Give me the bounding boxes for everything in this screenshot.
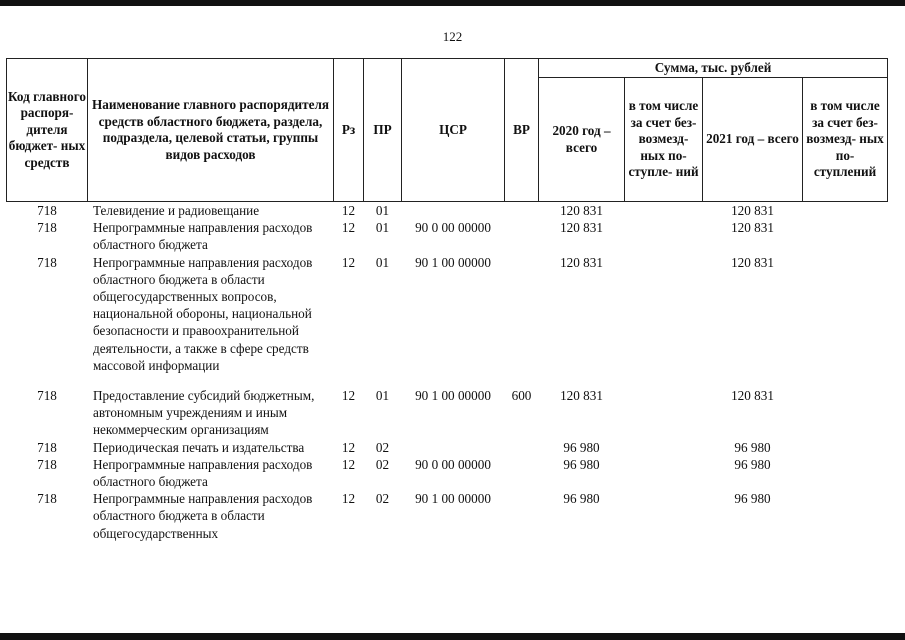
- row-2020-total: 96 980: [563, 456, 600, 472]
- row-pr: 01: [375, 388, 390, 404]
- row-2021-bezv: [803, 202, 888, 220]
- table-row: [7, 202, 888, 220]
- row-vr: [505, 456, 539, 490]
- row-2021-total: 120 831: [731, 388, 774, 404]
- row-2021-total: 96 980: [734, 491, 771, 507]
- budget-table: [6, 58, 888, 542]
- row-kod: 718: [37, 491, 57, 507]
- row-pr: 02: [375, 439, 390, 455]
- row-kod: 718: [37, 220, 57, 236]
- row-2021-bezv: [803, 219, 888, 253]
- header-2021-bezv: в том числе за счет без- возмезд- ных по- ступлений: [803, 78, 888, 202]
- row-kod: 718: [37, 456, 57, 472]
- row-vr: [505, 439, 539, 456]
- row-2020-total: 96 980: [563, 439, 600, 455]
- header-vr: ВР: [505, 59, 539, 202]
- row-2020-bezv: [625, 439, 703, 456]
- row-2021-total: 120 831: [731, 254, 774, 270]
- row-2021-bezv: [803, 387, 888, 439]
- row-2020-bezv: [625, 456, 703, 490]
- row-pr: 02: [375, 456, 390, 472]
- row-pr: 01: [375, 220, 390, 236]
- row-name: Непрограммные направления расходов областного бюджета в области общегосударственных вопросов, национальной обороны, национальной безопасности и правоохранительной деятельности, а также в сфере средств массовой информации: [93, 254, 313, 373]
- table-row: [7, 387, 888, 439]
- row-2021-bezv: [803, 456, 888, 490]
- row-2020-bezv: [625, 219, 703, 253]
- row-2020-total: 120 831: [560, 203, 603, 218]
- top-border-bar: [0, 0, 905, 6]
- row-rz: 12: [341, 388, 356, 404]
- row-2020-total: 120 831: [560, 220, 603, 236]
- row-csr: 90 1 00 00000: [415, 388, 491, 404]
- row-csr: 90 0 00 00000: [415, 220, 491, 236]
- row-csr: 90 0 00 00000: [415, 456, 491, 472]
- row-2021-bezv: [803, 254, 888, 387]
- row-name: Периодическая печать и издательства: [93, 439, 305, 455]
- table-row: [7, 219, 888, 253]
- header-csr: ЦСР: [402, 59, 505, 202]
- row-2021-total: 120 831: [731, 203, 774, 218]
- header-summa: Сумма, тыс. рублей: [539, 59, 888, 78]
- row-kod: 718: [37, 254, 57, 270]
- table-row: [7, 439, 888, 456]
- row-2021-total: 96 980: [734, 439, 771, 455]
- row-kod: 718: [37, 203, 57, 218]
- row-name: Непрограммные направления расходов областного бюджета: [93, 456, 313, 490]
- row-rz: 12: [341, 254, 356, 270]
- row-2020-total: 96 980: [563, 491, 600, 507]
- row-csr: 90 1 00 00000: [415, 254, 491, 270]
- header-name: Наименование главного распорядителя средств областного бюджета, раздела, подраздела, целевой статьи, группы видов расходов: [88, 59, 334, 202]
- header-pr: ПР: [364, 59, 402, 202]
- row-2020-bezv: [625, 202, 703, 220]
- row-name: Непрограммные направления расходов областного бюджета: [93, 220, 313, 253]
- row-rz: 12: [341, 220, 356, 236]
- row-name: Предоставление субсидий бюджетным, автономным учреждениям и иным некоммерческим организациям: [93, 388, 315, 438]
- row-vr: [505, 202, 539, 220]
- row-2021-bezv: [803, 490, 888, 542]
- row-rz: 12: [341, 456, 356, 472]
- table-row: [7, 456, 888, 490]
- row-2021-total: 96 980: [734, 456, 771, 472]
- row-csr: [402, 439, 505, 456]
- header-2020-total: 2020 год – всего: [539, 78, 625, 202]
- row-vr: [505, 490, 539, 542]
- row-2021-bezv: [803, 439, 888, 456]
- table-row: [7, 254, 888, 387]
- row-2020-bezv: [625, 254, 703, 387]
- row-name: Непрограммные направления расходов областного бюджета в области общегосударственных: [93, 491, 313, 541]
- row-pr: 01: [375, 254, 390, 270]
- header-2020-bezv: в том числе за счет без- возмезд- ных по- ступле- ний: [625, 78, 703, 202]
- row-kod: 718: [37, 388, 57, 404]
- row-2020-total: 120 831: [560, 254, 603, 270]
- row-vr: [505, 219, 539, 253]
- row-2021-total: 120 831: [731, 220, 774, 236]
- row-vr: 600: [511, 388, 532, 404]
- row-2020-total: 120 831: [560, 388, 603, 404]
- header-rz: Рз: [334, 59, 364, 202]
- table-row: [7, 490, 888, 542]
- row-csr: [402, 202, 505, 220]
- row-csr: 90 1 00 00000: [415, 491, 491, 507]
- row-2020-bezv: [625, 387, 703, 439]
- row-vr: [505, 254, 539, 387]
- bottom-border-bar: [0, 633, 905, 640]
- row-rz: 12: [341, 491, 356, 507]
- row-pr: 01: [375, 203, 390, 218]
- row-2020-bezv: [625, 490, 703, 542]
- row-name: Телевидение и радиовещание: [93, 203, 260, 218]
- header-kod: Код главного распоря- дителя бюджет- ных средств: [7, 59, 88, 202]
- row-kod: 718: [37, 439, 57, 455]
- row-rz: 12: [341, 439, 356, 455]
- row-pr: 02: [375, 491, 390, 507]
- row-rz: 12: [341, 203, 356, 218]
- header-2021-total: 2021 год – всего: [703, 78, 803, 202]
- page-number: 122: [442, 29, 463, 44]
